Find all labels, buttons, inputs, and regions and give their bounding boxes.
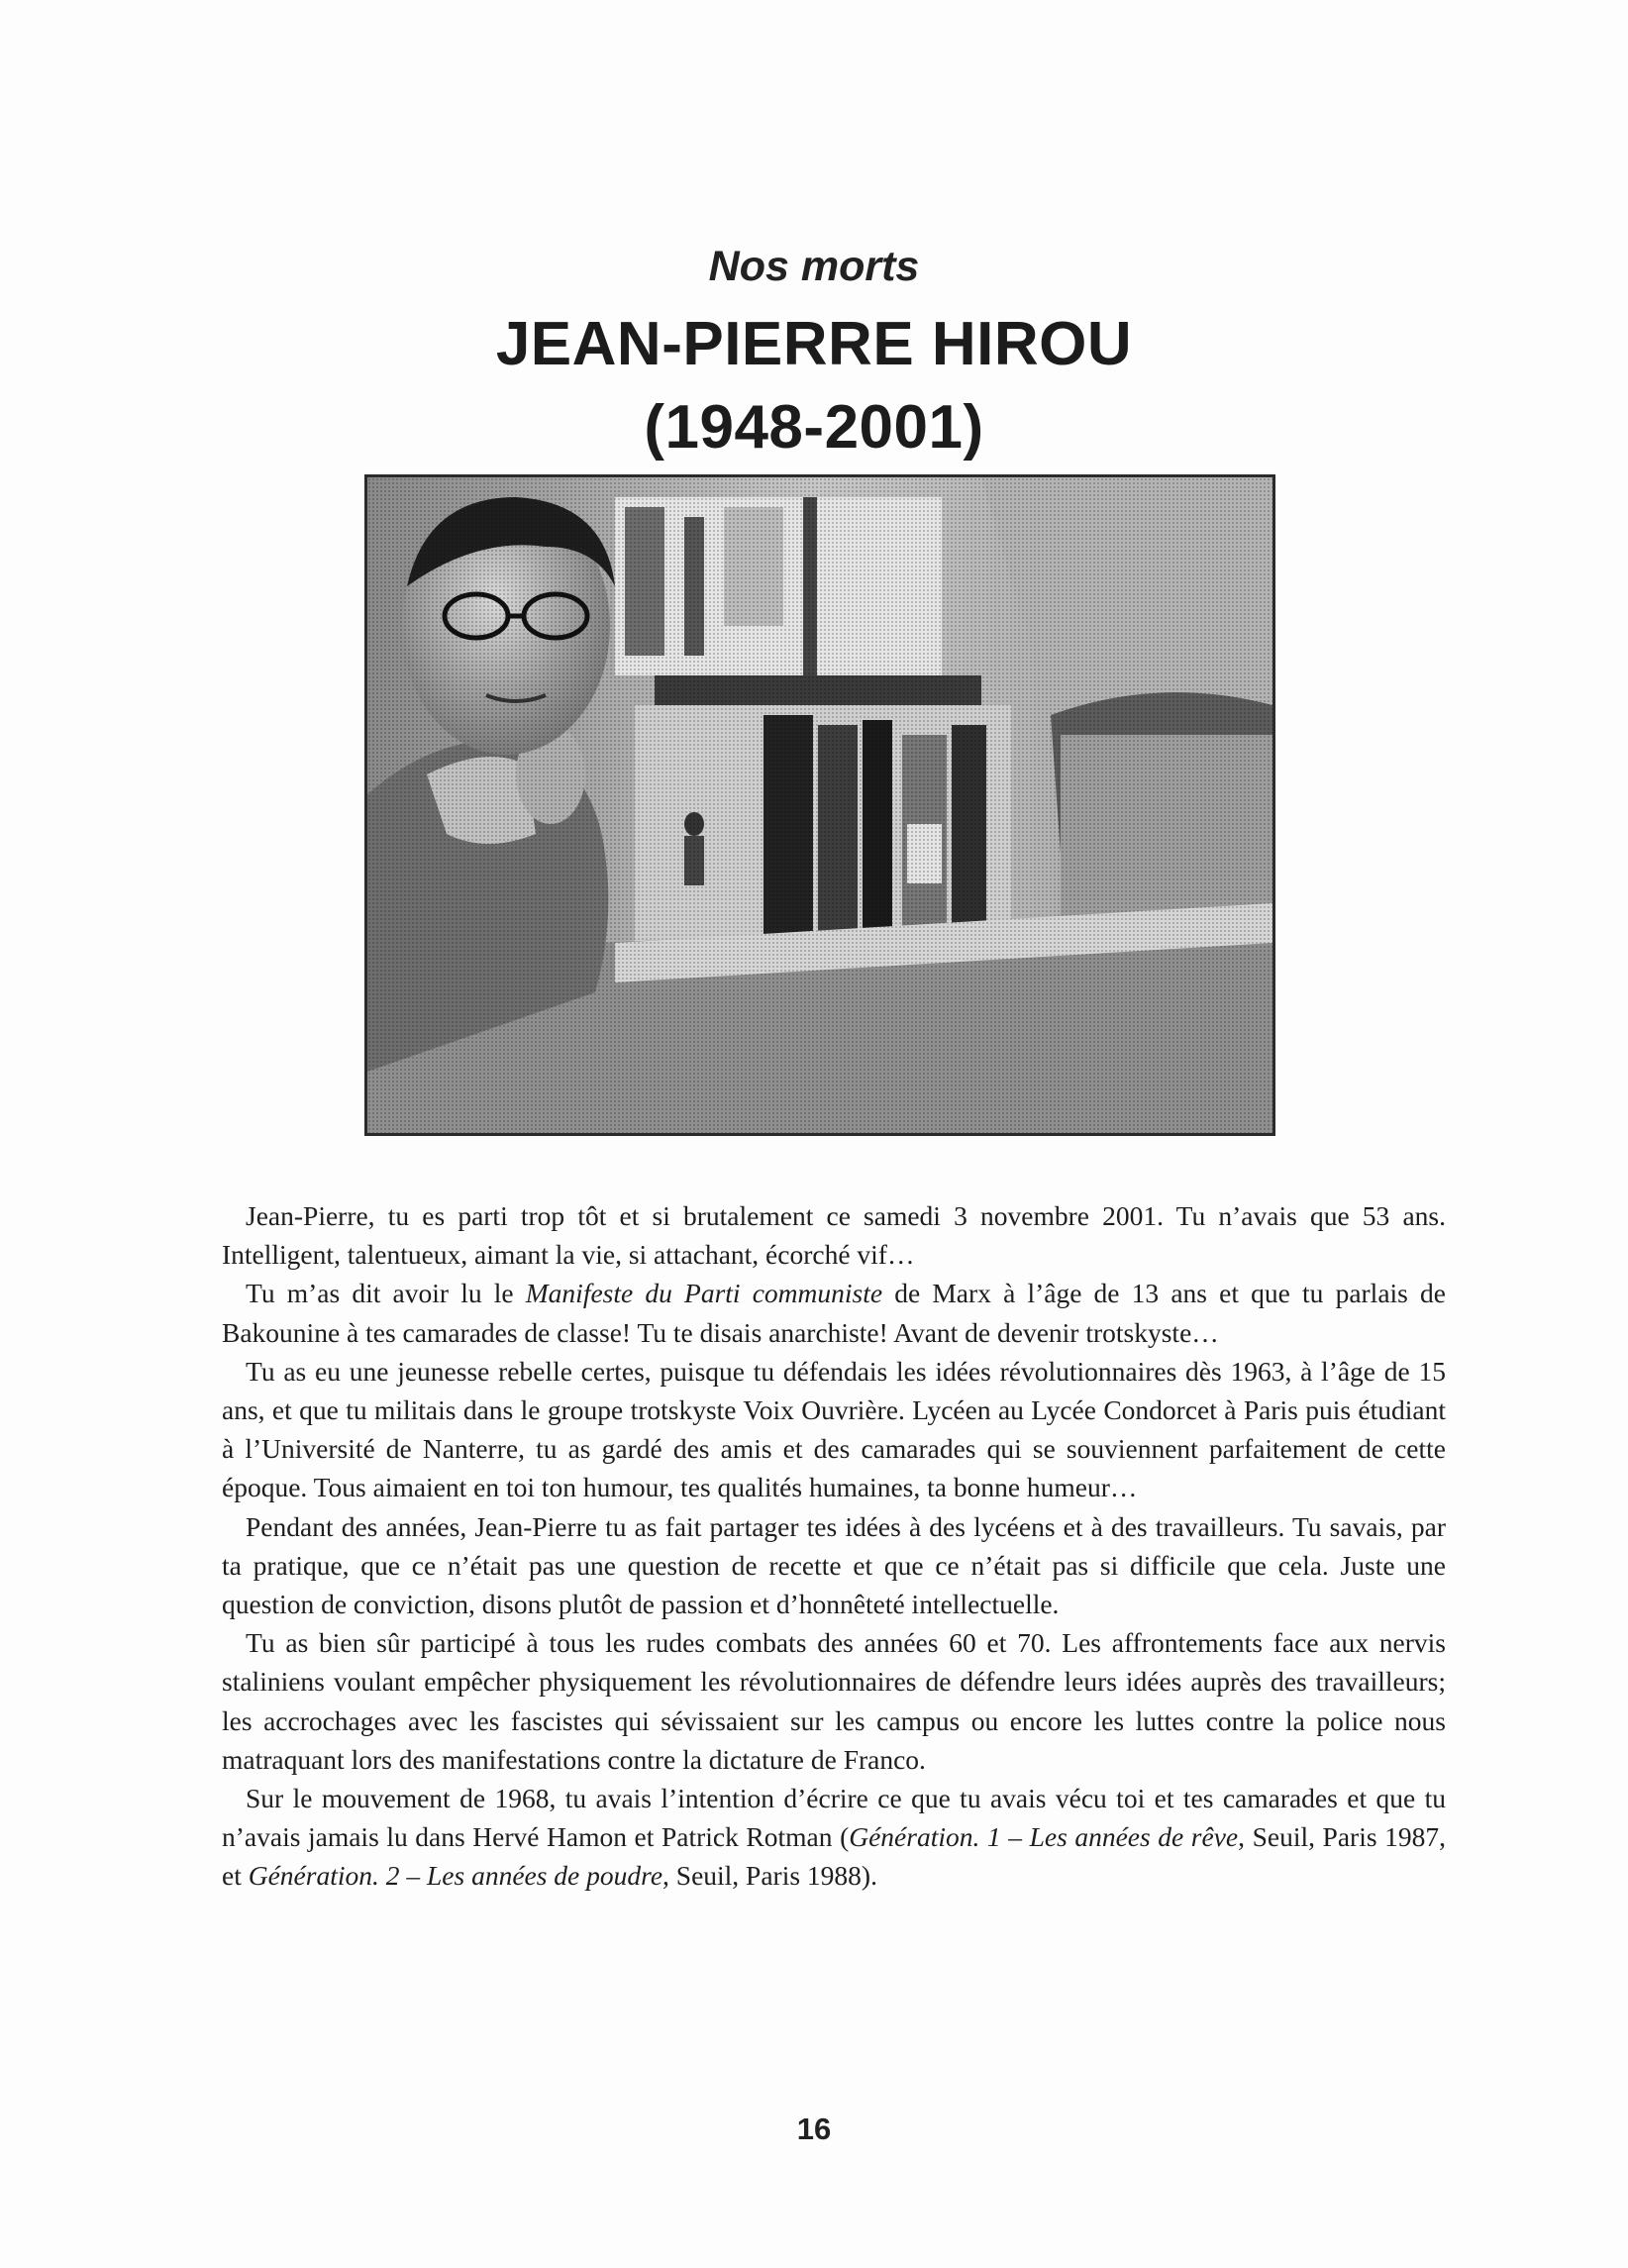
paragraph-2-text-c: de Marx à l’âge de 13 ans et que tu parlais de Bakounine à tes camarades de classe! Tu te disais anarchiste! Avant de devenir trotskyste… xyxy=(222,1278,1446,1348)
paragraph-6-text-e: , Seuil, Paris 1988). xyxy=(662,1860,877,1892)
book-title-2: Génération. 2 – Les années de poudre xyxy=(248,1860,663,1892)
page-title xyxy=(0,303,1628,469)
portrait-photo xyxy=(364,474,1275,1136)
paragraph-6-text-a: Sur le mouvement de 1968, tu avais l’intention d’écrire ce que tu avais vécu toi et tes camarades et que tu n’avais jamais lu dans Hervé Hamon et Patrick Rotman ( xyxy=(222,1783,1446,1853)
paragraph-1: Jean-Pierre, tu es parti trop tôt et si brutalement ce samedi 3 novembre 2001. Tu n’avais que 53 ans. Intelligent, talentueux, aimant la vie, si attachant, écorché vif… xyxy=(222,1200,1446,1271)
page-number: 16 xyxy=(796,2112,832,2146)
book-title-1: Génération. 1 – Les années de rêve xyxy=(849,1821,1239,1853)
paragraph-2 xyxy=(222,1274,1446,1351)
title-years: (1948-2001) xyxy=(644,393,984,462)
paragraph-2-text-a: Tu m’as dit avoir lu le xyxy=(246,1278,526,1309)
paragraph-3: Tu as eu une jeunesse rebelle certes, puisque tu défendais les idées révolutionnaires dès 1963, à l’âge de 15 ans, et que tu militais dans le groupe trotskyste Voix Ouvrière. Lycéen au Lycée Condorcet à Paris puis étudiant à l’Université de Nanterre, tu as gardé des amis et des camarades qui se souviennent parfaitement de cette époque. Tous aimaient en toi ton humour, tes qualités humaines, ta bonne humeur… xyxy=(222,1355,1446,1503)
section-kicker: Nos morts xyxy=(708,243,920,290)
paragraph-6 xyxy=(222,1779,1446,1896)
article-body xyxy=(222,1196,1446,1896)
manifesto-title: Manifeste du Parti communiste xyxy=(525,1278,883,1309)
title-name: JEAN-PIERRE HIROU xyxy=(495,310,1133,378)
paragraph-5: Tu as bien sûr participé à tous les rudes combats des années 60 et 70. Les affrontements face aux nervis staliniens voulant empêcher physiquement les révolutionnaires de défendre leurs idées auprès des travailleurs; les accrochages avec les fascistes qui sévissaient sur les campus ou encore les luttes contre la police nous matraquant lors des manifestations contre la dictature de Franco. xyxy=(222,1627,1446,1775)
portrait-photo-illustration xyxy=(367,477,1272,1133)
paragraph-6-text-c: , Seuil, Paris 1987, et xyxy=(222,1821,1446,1892)
paragraph-4: Pendant des années, Jean-Pierre tu as fait partager tes idées à des lycéens et à des travailleurs. Tu savais, par ta pratique, que ce n’était pas une question de recette et que ce n’était pas si difficile que cela. Juste une question de conviction, disons plutôt de passion et d’honnêteté intellectuelle. xyxy=(222,1510,1446,1620)
